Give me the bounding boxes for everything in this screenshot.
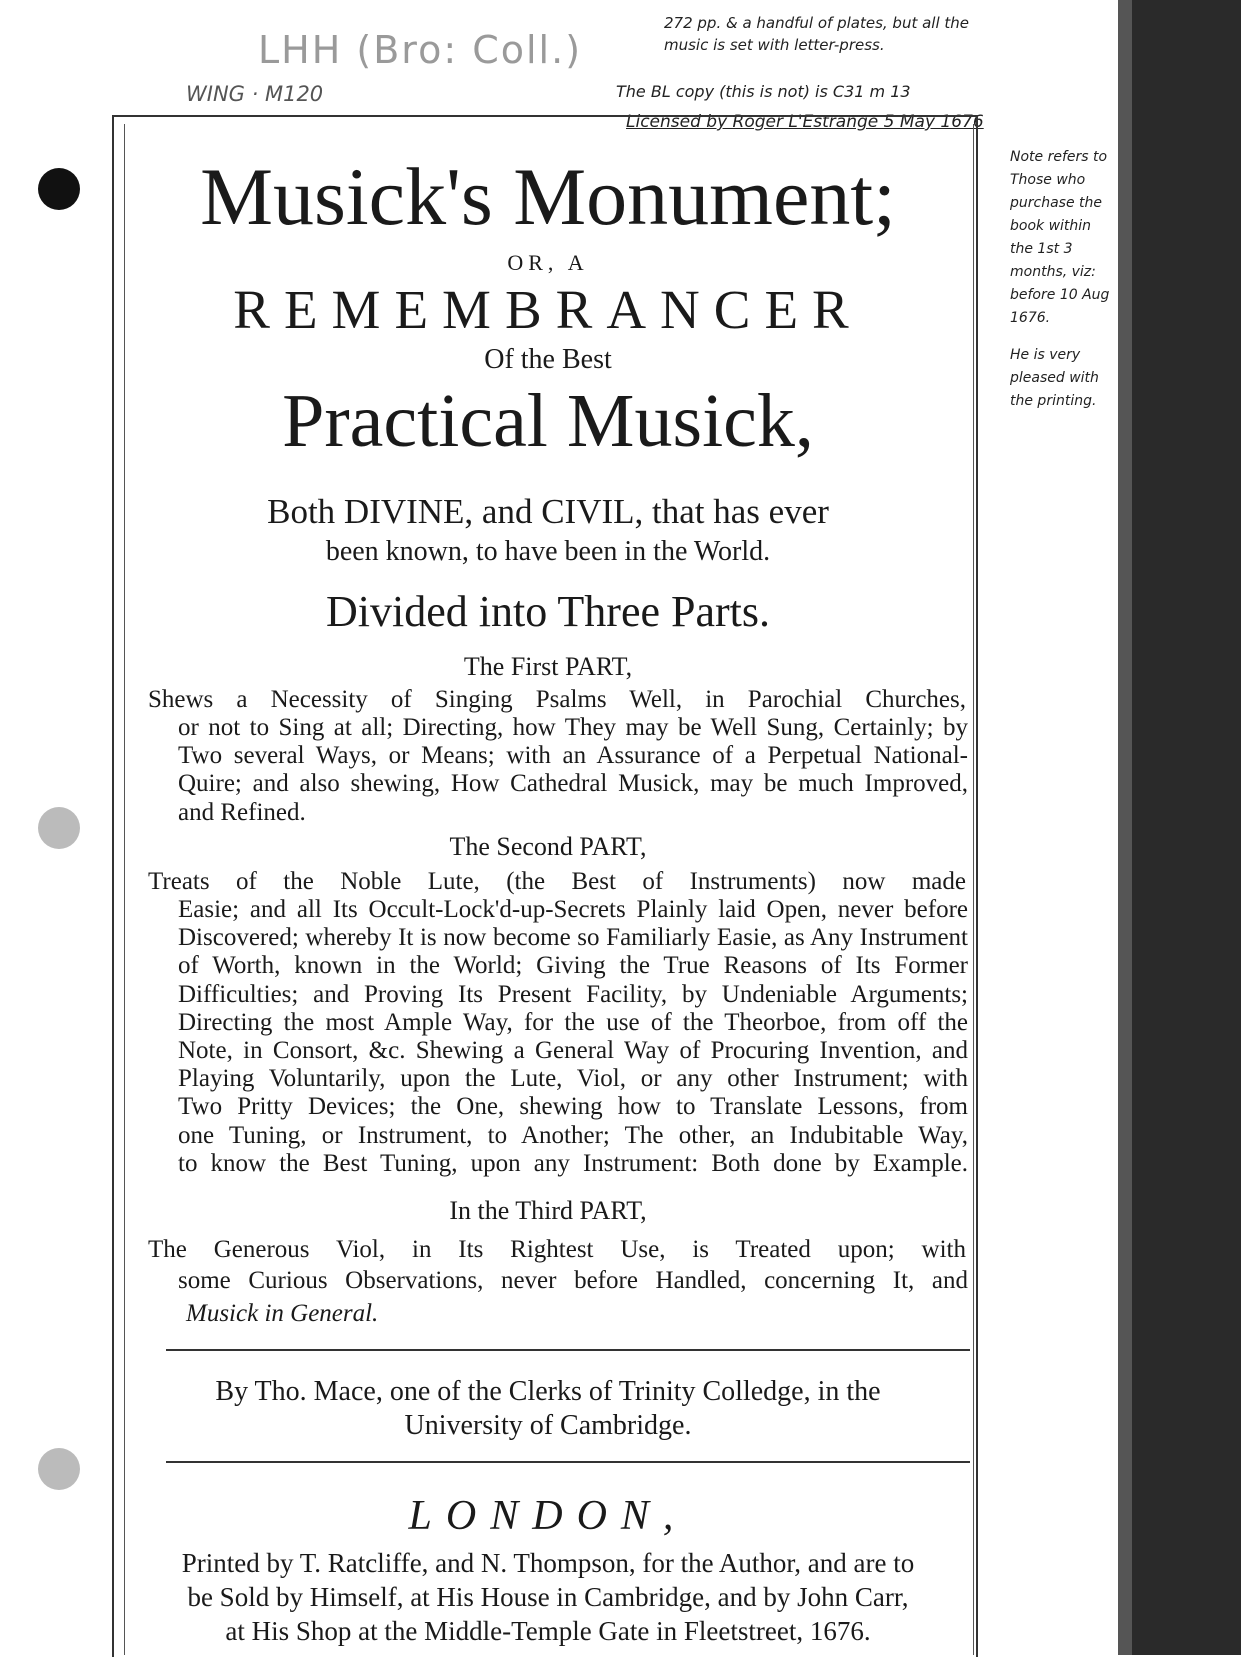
handwritten-licence: Licensed by Roger L'Estrange 5 May 1676: [626, 112, 984, 132]
text-line: some Curious Observations, never before Handled, concerning It, and: [178, 1267, 968, 1294]
text-line: Discovered; whereby It is now become so Familiarly Easie, as Any Instrument: [178, 924, 968, 952]
text-line: one Tuning, or Instrument, to Another; The other, an Indubitable Way,: [178, 1121, 968, 1149]
second-part-text: [148, 868, 966, 896]
first-part-text: [148, 686, 966, 714]
handwritten-shelfmark: LHH (Bro: Coll.): [258, 28, 583, 72]
third-part-text: [148, 1236, 966, 1264]
text-line: of Worth, known in the World; Giving the True Reasons of Its Former: [178, 952, 968, 980]
text-line: Difficulties; and Proving Its Present Facility, by Undeniable Arguments;: [178, 980, 968, 1008]
third-part-text-cont: [178, 1267, 968, 1295]
text-line: Two Pritty Devices; the One, shewing how to Translate Lessons, from: [178, 1093, 968, 1121]
third-part-heading: In the Third PART,: [449, 1196, 647, 1225]
margin-note-1: Note refers to Those who purchase the book within the 1st 3 months, viz: before 10 Aug 1676.: [1010, 149, 1110, 326]
handwritten-bl-copy: The BL copy (this is not) is C31 m 13: [616, 82, 911, 101]
title-or-a: OR, A: [507, 250, 589, 275]
margin-note-2: He is very pleased with the printing.: [1010, 347, 1099, 409]
text-line: Playing Voluntarily, upon the Lute, Viol, or any other Instrument; with: [178, 1065, 968, 1093]
text-line: Two several Ways, or Means; with an Assurance of a Perpetual National-: [178, 742, 968, 770]
imprint-line: be Sold by Himself, at His House in Cambridge, and by John Carr,: [187, 1582, 909, 1612]
second-part-heading: The Second PART,: [449, 832, 647, 861]
title-main: Musick's Monument;: [200, 151, 896, 242]
author-line-1: By Tho. Mace, one of the Clerks of Trinity Colledge, in the: [215, 1376, 881, 1407]
divider: [166, 1461, 970, 1463]
text-line: or not to Sing at all; Directing, how They may be Well Sung, Certainly; by: [178, 714, 968, 741]
imprint-line: Printed by T. Ratcliffe, and N. Thompson, for the Author, and are to: [181, 1548, 915, 1578]
second-part-text-cont: [178, 896, 968, 1178]
text-line: to know the Best Tuning, upon any Instrument: Both done by Example.: [178, 1149, 968, 1177]
punch-hole: [38, 168, 80, 210]
text-line: Easie; and all Its Occult-Lock'd-up-Secrets Plainly laid Open, never before: [178, 896, 968, 923]
text-line: Shews a Necessity of Singing Psalms Well, in Parochial Churches,: [148, 686, 966, 713]
punch-hole: [38, 807, 80, 849]
first-part-text-cont: [178, 714, 968, 799]
text-line: The Generous Viol, in Its Rightest Use, is Treated upon; with: [148, 1236, 966, 1263]
text-line: Quire; and also shewing, How Cathedral Musick, may be much Improved,: [178, 770, 968, 798]
title-divided: Divided into Three Parts.: [326, 587, 770, 636]
title-both-divine-civil: Both DIVINE, and CIVIL, that has ever: [267, 492, 829, 531]
text-line: Musick in General.: [186, 1300, 379, 1327]
author-line-2: University of Cambridge.: [404, 1410, 692, 1441]
title-been-known: been known, to have been in the World.: [325, 536, 771, 567]
imprint-line: at His Shop at the Middle-Temple Gate in Fleetstreet, 1676.: [225, 1616, 871, 1646]
title-remembrancer: REMEMBRANCER: [233, 279, 863, 340]
title-practical-musick: Practical Musick,: [282, 379, 814, 463]
text-line: Treats of the Noble Lute, (the Best of Instruments) now made: [148, 868, 966, 895]
handwritten-wing-number: WING · M120: [186, 82, 324, 106]
text-line: and Refined.: [178, 799, 306, 826]
text-line: Note, in Consort, &c. Shewing a General Way of Procuring Invention, and: [178, 1037, 968, 1065]
punch-hole: [38, 1448, 80, 1490]
imprint-city: LONDON,: [408, 1493, 688, 1539]
scan-edge-strip: [1118, 0, 1241, 1655]
first-part-heading: The First PART,: [463, 652, 633, 681]
divider: [166, 1349, 970, 1351]
text-line: Directing the most Ample Way, for the use of the Theorboe, from off the: [178, 1008, 968, 1036]
handwritten-top-note: 272 pp. & a handful of plates, but all the music is set with letter-press.: [664, 14, 970, 54]
title-of-the-best: Of the Best: [484, 344, 612, 375]
margin-note: [1010, 146, 1118, 413]
